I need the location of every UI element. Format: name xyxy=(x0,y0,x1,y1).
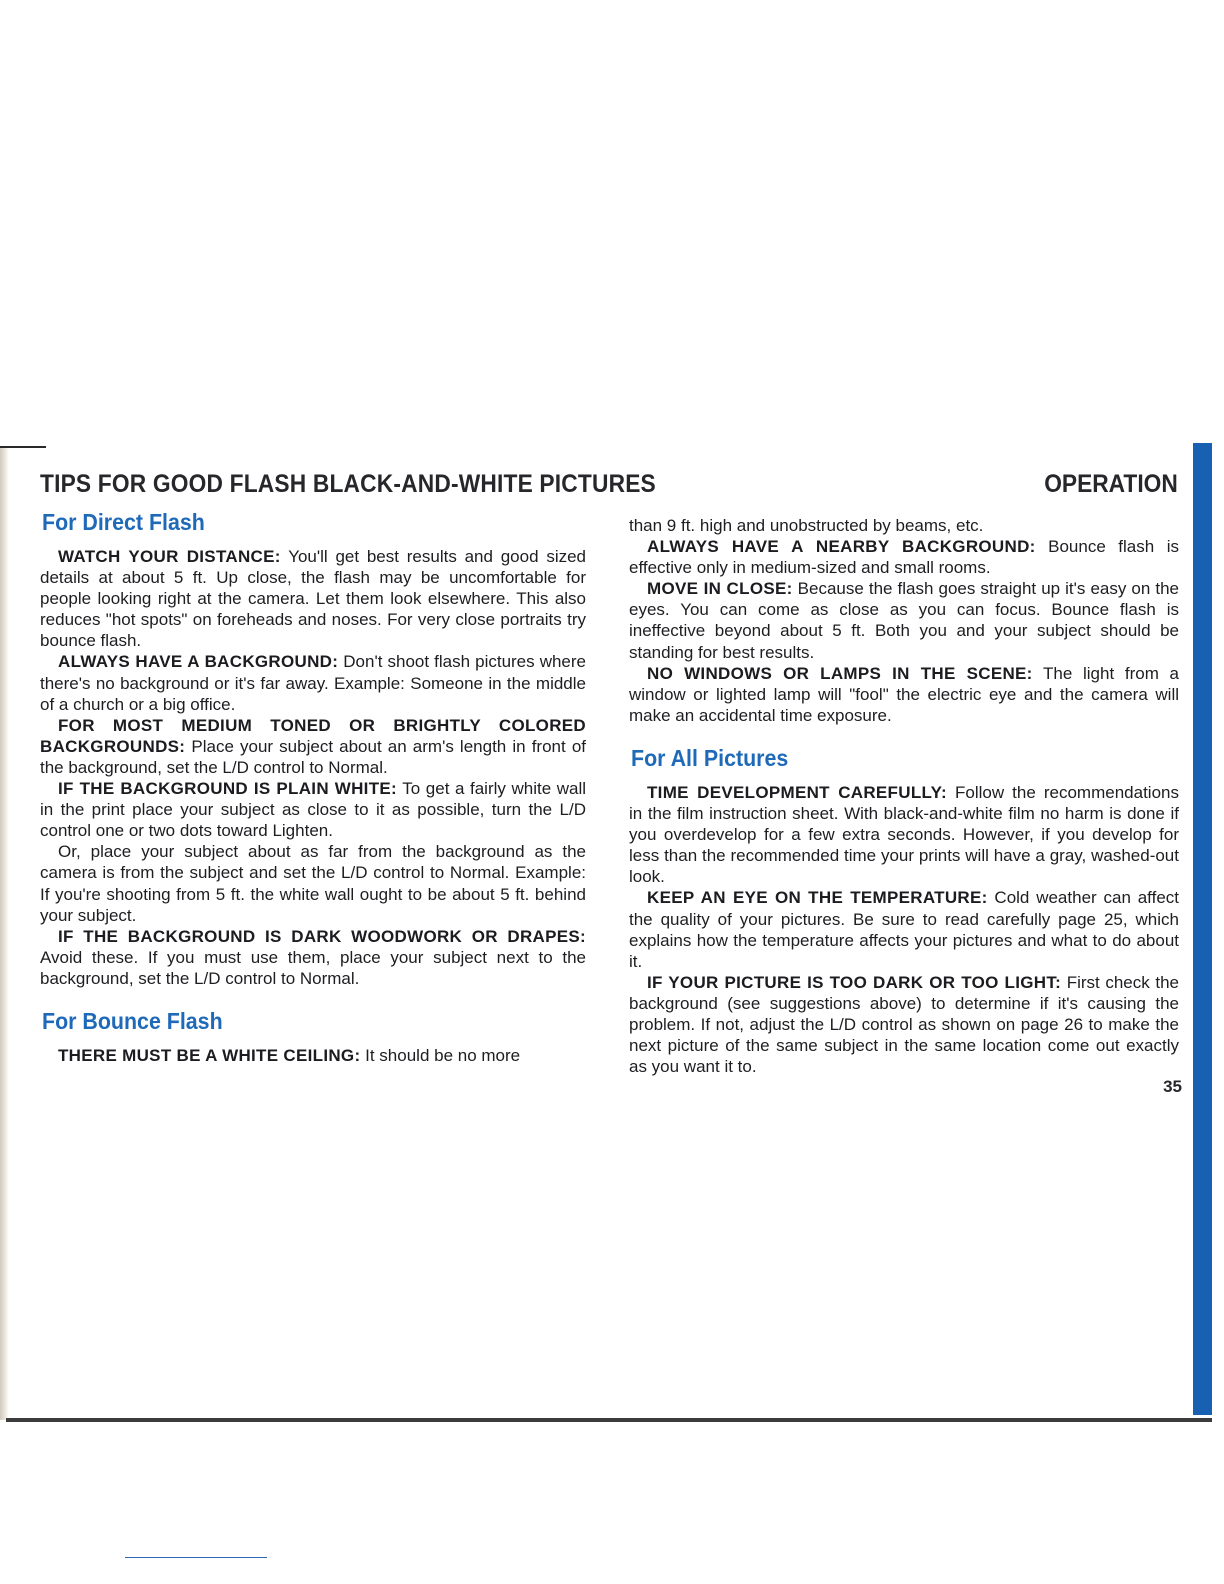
heading-all-pictures: For All Pictures xyxy=(631,744,789,771)
paragraph-lead: MOVE IN CLOSE: xyxy=(647,579,793,599)
paragraph-text: You'll get best results and good sized details at about 5 ft. Up close, the flash may be uncomfortable for people looking right at the camera. Let them look elsewhere. This also reduces "hot spots" on foreheads and noses. For very close portraits try bounce flash. xyxy=(40,547,587,651)
paragraph-medium-toned xyxy=(40,715,586,778)
paragraph-too-dark-light xyxy=(629,972,1179,1077)
paragraph-lead: WATCH YOUR DISTANCE: xyxy=(58,547,281,566)
paragraph-dark-woodwork xyxy=(40,926,586,989)
paragraph-text: Cold weather can affect the quality of your pictures. Be sure to read carefully page 25, which explains how the temperature affects your pictures and what to do about it. xyxy=(629,888,1179,971)
corner-rule xyxy=(0,446,46,448)
paragraph-text: Because the flash goes straight up it's easy on the eyes. You can come as close as you can focus. Bounce flash is ineffective beyond about 5 ft. Both you and your subject should be standing for best results. xyxy=(629,579,1179,662)
paragraph-temperature xyxy=(629,887,1179,971)
page-binding-edge xyxy=(0,448,9,1420)
paragraph-move-in-close xyxy=(629,578,1179,662)
paragraph-watch-distance xyxy=(40,546,586,651)
paragraph-white-ceiling xyxy=(40,1045,586,1066)
paragraph-text: First check the background (see suggestions above) to determine if it's causing the problem. If not, adjust the L/D control as shown on page 26 to make the next picture of the same subject in the same location come out exactly as you want it to. xyxy=(629,972,1179,1077)
heading-direct-flash: For Direct Flash xyxy=(42,509,205,535)
paragraph-text: To get a fairly white wall in the print place your subject as close to it as possible, turn the L/D control one or two dots toward Lighten. xyxy=(40,779,586,841)
paragraph-lead: THERE MUST BE A WHITE CEILING: xyxy=(58,1045,361,1065)
paragraph-no-windows xyxy=(629,663,1179,726)
page-number: 35 xyxy=(1163,1077,1182,1096)
paragraph-lead: IF THE BACKGROUND IS PLAIN WHITE: xyxy=(58,779,397,799)
paragraph-text: Or, place your subject about as far from the background as the camera is from the subject and set the L/D control to Normal. Example: If you're shooting from 5 ft. the white wall ought to be about 5 ft. behind your subject. xyxy=(40,842,586,925)
heading-bounce-flash: For Bounce Flash xyxy=(42,1007,223,1034)
paragraph-lead: NO WINDOWS OR LAMPS IN THE SCENE: xyxy=(647,663,1033,683)
paragraph-lead: KEEP AN EYE ON THE TEMPERATURE: xyxy=(647,888,988,908)
paragraph-lead: IF THE BACKGROUND IS DARK WOODWORK OR DRAPES: xyxy=(58,926,586,946)
footer-line xyxy=(125,1557,267,1558)
paragraph-lead: ALWAYS HAVE A BACKGROUND: xyxy=(58,652,339,672)
section-tab-bar xyxy=(1193,443,1212,1415)
page-title: TIPS FOR GOOD FLASH BLACK-AND-WHITE PICTURES xyxy=(40,470,656,498)
paragraph-ceiling-continued: than 9 ft. high and unobstructed by beams, etc. xyxy=(629,516,984,535)
paragraph-plain-white xyxy=(40,778,586,841)
paragraph-nearby-background xyxy=(629,536,1179,578)
paragraph-lead: TIME DEVELOPMENT CAREFULLY: xyxy=(647,782,947,802)
right-column xyxy=(629,515,1179,1077)
section-label: OPERATION xyxy=(1044,470,1178,498)
paragraph-text: Bounce flash is effective only in medium-sized and small rooms. xyxy=(629,537,1179,578)
paragraph-lead: IF YOUR PICTURE IS TOO DARK OR TOO LIGHT: xyxy=(647,972,1062,992)
paragraph-text: Don't shoot flash pictures where there's no background or it's far away. Example: Someone in the middle of a church or a big office. xyxy=(40,652,586,714)
paragraph-lead: ALWAYS HAVE A NEARBY BACKGROUND: xyxy=(647,537,1036,557)
paragraph-text: It should be no more xyxy=(365,1045,521,1065)
left-column xyxy=(40,508,586,1066)
paragraph-text: Follow the recommendations in the film instruction sheet. With black-and-white film no harm is done if you overdevelop for a few extra seconds. However, if you develop for less than the recommended time your prints will have a gray, washed-out look. xyxy=(629,782,1179,887)
paragraph-time-development xyxy=(629,782,1179,887)
bottom-rule xyxy=(6,1418,1212,1422)
paragraph-text: Avoid these. If you must use them, place your subject next to the background, set the L/D control to Normal. xyxy=(40,947,586,988)
paragraph-lead: FOR MOST MEDIUM TONED OR BRIGHTLY COLORED BACKGROUNDS: xyxy=(40,715,586,756)
paragraph-plain-white-alt xyxy=(40,841,586,925)
paragraph-text: The light from a window or lighted lamp will "fool" the electric eye and the camera will make an accidental time exposure. xyxy=(629,663,1179,725)
paragraph-text: Place your subject about an arm's length in front of the background, set the L/D control to Normal. xyxy=(40,736,586,777)
paragraph-have-background xyxy=(40,651,586,714)
